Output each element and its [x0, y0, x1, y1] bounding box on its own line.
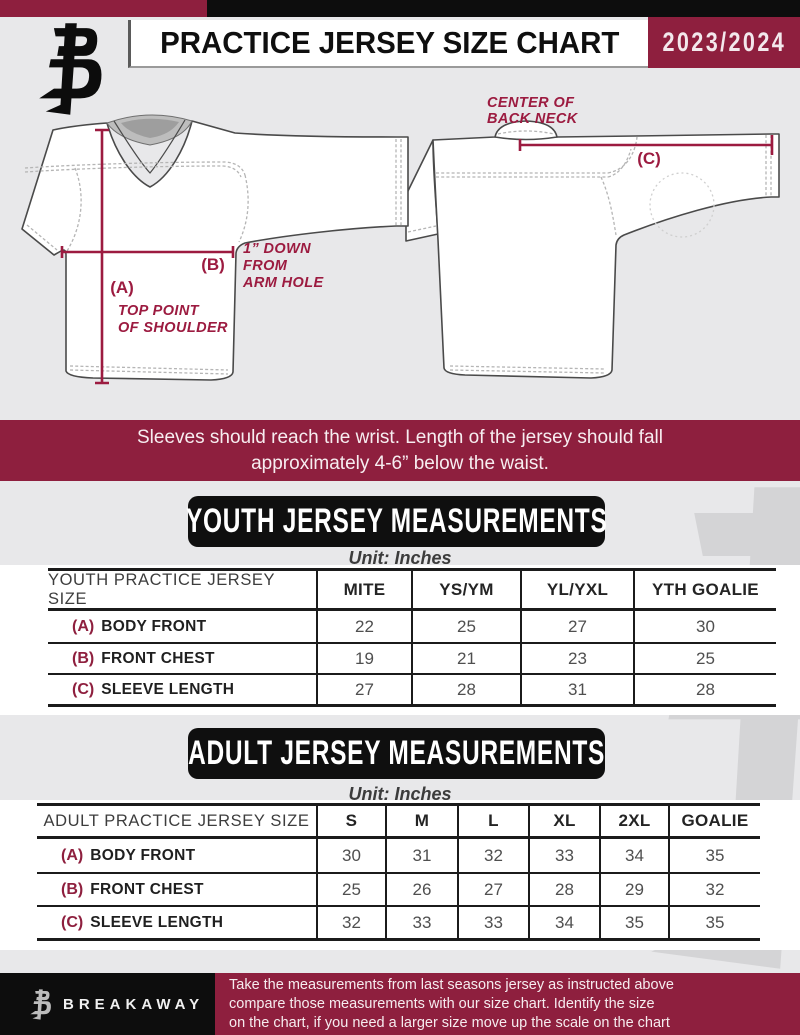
back-jersey-diagram: [405, 85, 795, 405]
footer-brand-name: BREAKAWAY: [63, 995, 205, 1013]
table-row: [37, 905, 760, 938]
row-label: (C) SLEEVE LENGTH: [61, 913, 224, 931]
table-value: 33: [457, 907, 528, 938]
adult-size-table: [37, 803, 760, 941]
table-value: 35: [668, 839, 760, 872]
note-a-line2: OF SHOULDER: [118, 320, 228, 336]
table-value: 29: [599, 874, 668, 905]
table-value: 32: [668, 874, 760, 905]
column-header: YOUTH PRACTICE JERSEY SIZE: [48, 571, 275, 608]
table-value: 19: [316, 644, 411, 673]
footer-instructions: [215, 973, 800, 1035]
adult-table-header: [37, 806, 760, 839]
adult-section-title-text: ADULT JERSEY MEASUREMENTS: [188, 734, 605, 772]
footer-note-line2: compare those measurements with our size chart. Identify the size: [229, 995, 655, 1012]
column-header: XL: [528, 806, 599, 836]
column-header: MITE: [316, 571, 411, 609]
row-label: (C) SLEEVE LENGTH: [72, 680, 235, 698]
table-value: 25: [411, 611, 520, 642]
fit-note-line2: approximately 4-6” below the waist.: [251, 452, 549, 474]
table-value: 32: [457, 839, 528, 872]
column-header: M: [385, 806, 457, 836]
footer-note-line3: on the chart, if you need a larger size move up the scale on the chart: [229, 1014, 670, 1031]
fit-note-line1: Sleeves should reach the wrist. Length of the jersey should fall: [137, 426, 663, 448]
table-value: 25: [633, 644, 776, 673]
table-value: 28: [528, 874, 599, 905]
top-strip-black: [207, 0, 800, 17]
table-value: 35: [599, 907, 668, 938]
table-value: 31: [385, 839, 457, 872]
season-badge: [648, 17, 800, 68]
table-row: [48, 673, 776, 704]
table-value: 30: [633, 611, 776, 642]
footer-note-line1: Take the measurements from last seasons jersey as instructed above: [229, 976, 674, 993]
table-value: 33: [385, 907, 457, 938]
breakaway-logo: [26, 20, 108, 118]
table-value: 33: [528, 839, 599, 872]
table-value: 31: [520, 675, 633, 704]
breakaway-footer-logo: [26, 988, 53, 1021]
column-header: GOALIE: [668, 806, 760, 836]
label-c: (C): [637, 149, 661, 168]
table-value: 25: [316, 874, 385, 905]
table-value: 30: [316, 839, 385, 872]
top-strip-maroon: [0, 0, 207, 17]
youth-section-title: [185, 496, 608, 547]
table-row: [48, 611, 776, 642]
column-header: S: [316, 806, 385, 836]
youth-unit-label: Unit: Inches: [348, 548, 452, 568]
row-label: (A) BODY FRONT: [72, 617, 207, 635]
table-row: [48, 642, 776, 673]
table-value: 35: [668, 907, 760, 938]
adult-unit-label: Unit: Inches: [348, 784, 452, 804]
table-row: [37, 872, 760, 905]
table-value: 34: [528, 907, 599, 938]
table-value: 27: [316, 675, 411, 704]
table-value: 28: [633, 675, 776, 704]
youth-section-title-text: YOUTH JERSEY MEASUREMENTS: [185, 502, 608, 540]
footer-brand-block: [0, 973, 215, 1035]
column-header: YL/YXL: [520, 571, 633, 609]
table-row: [37, 839, 760, 872]
fit-note-banner: [0, 420, 800, 481]
table-value: 22: [316, 611, 411, 642]
season-text: 2023/2024: [662, 27, 786, 57]
table-value: 23: [520, 644, 633, 673]
table-value: 28: [411, 675, 520, 704]
youth-size-table: [48, 568, 776, 707]
column-header: YS/YM: [411, 571, 520, 609]
table-value: 32: [316, 907, 385, 938]
front-jersey-diagram: [15, 95, 415, 410]
table-value: 21: [411, 644, 520, 673]
column-header: L: [457, 806, 528, 836]
note-b-line1: 1” DOWN: [243, 241, 312, 257]
note-b-line2: FROM: [243, 258, 288, 274]
table-value: 27: [520, 611, 633, 642]
column-header: 2XL: [599, 806, 668, 836]
note-c-line2: BACK NECK: [487, 111, 578, 127]
note-c-line1: CENTER OF: [487, 95, 575, 111]
note-b-line3: ARM HOLE: [243, 275, 324, 291]
adult-section-title: [188, 728, 605, 779]
table-value: 34: [599, 839, 668, 872]
youth-table-header: [48, 571, 776, 611]
note-a-line1: TOP POINT: [118, 303, 199, 319]
column-header: ADULT PRACTICE JERSEY SIZE: [43, 811, 310, 830]
table-value: 26: [385, 874, 457, 905]
label-b: (B): [201, 255, 225, 274]
page-title: [128, 20, 648, 68]
row-label: (A) BODY FRONT: [61, 846, 196, 864]
label-a: (A): [110, 278, 134, 297]
column-header: YTH GOALIE: [633, 571, 776, 609]
row-label: (B) FRONT CHEST: [72, 649, 215, 667]
table-value: 27: [457, 874, 528, 905]
row-label: (B) FRONT CHEST: [61, 880, 204, 898]
page-title-text: PRACTICE JERSEY SIZE CHART: [159, 25, 620, 60]
